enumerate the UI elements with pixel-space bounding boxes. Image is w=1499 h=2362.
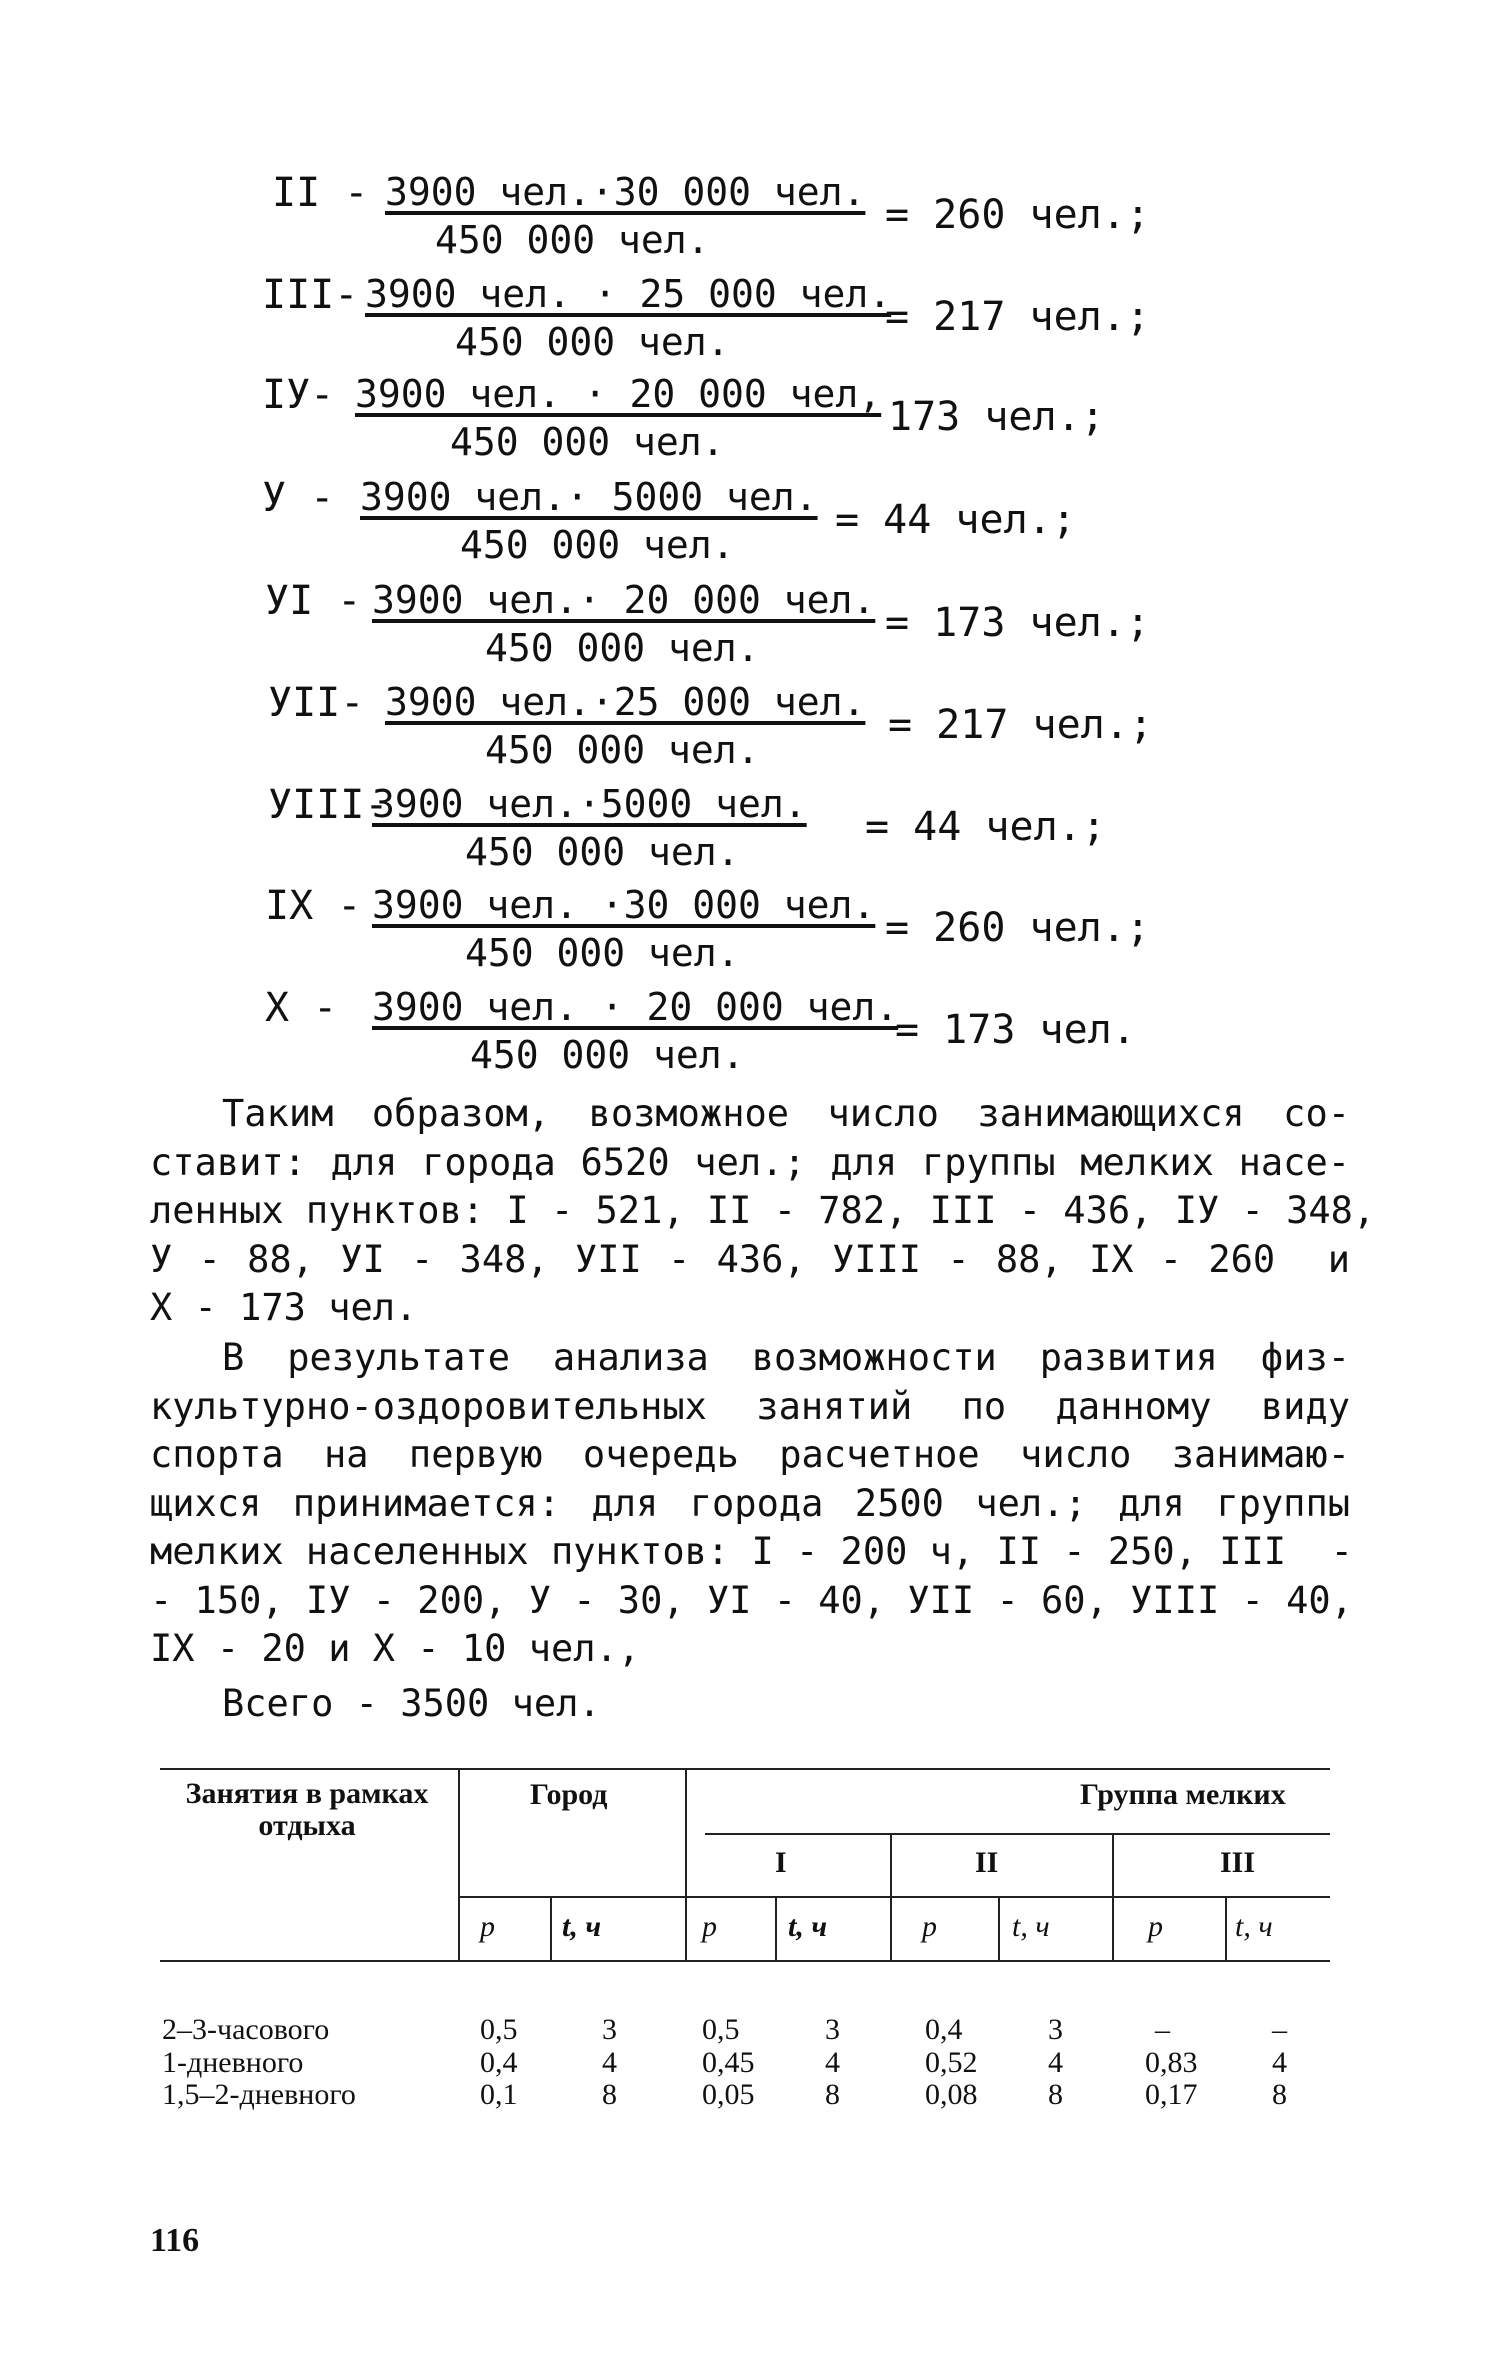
text-line: культурно-оздоровительных занятий по данному виду	[150, 1384, 1350, 1428]
table-rule-header-bottom	[160, 1960, 1330, 1962]
text-line: ставит: для города 6520 чел.; для группы мелких насе-	[150, 1140, 1350, 1184]
cell-city-p: 0,4	[480, 2046, 518, 2079]
table-vrule	[458, 1768, 460, 1960]
page-number: 116	[150, 2222, 200, 2259]
text-line: X - 173 чел.	[150, 1286, 418, 1329]
equation-denominator: 450 000 чел.	[465, 830, 740, 874]
equation	[0, 372, 1499, 472]
equation	[0, 272, 1499, 372]
table-vrule	[1112, 1833, 1114, 1960]
cell-city-t: 3	[602, 2013, 617, 2046]
equation-result: = 260 чел.;	[885, 192, 1150, 238]
paragraph-2	[150, 1334, 1353, 1674]
header-subgroup-2: II	[975, 1846, 999, 1879]
equation-label: II -	[272, 170, 369, 216]
cell-g1-t: 4	[825, 2046, 840, 2079]
equation-result: = 44 чел.;	[865, 804, 1106, 850]
equation-label: IX -	[265, 883, 362, 929]
equation-result: 173 чел.;	[888, 394, 1105, 440]
cell-g2-p: 0,4	[925, 2013, 963, 2046]
header-p: p	[480, 1910, 495, 1943]
cell-g3-p: –	[1155, 2013, 1170, 2046]
cell-g3-p: 0,17	[1145, 2078, 1198, 2111]
row-name: 1,5–2-дневного	[162, 2078, 356, 2111]
equation-numerator: 3900 чел.·25 000 чел.	[385, 680, 866, 724]
text-line: В результате анализа возможности развития физ-	[222, 1336, 1350, 1379]
data-table	[150, 1768, 1330, 2138]
equation-numerator: 3900 чел. · 25 000 чел.	[365, 272, 892, 316]
cell-city-t: 4	[602, 2046, 617, 2079]
header-t: t, ч	[788, 1910, 828, 1943]
row-name: 2–3-часового	[162, 2013, 330, 2046]
cell-city-p: 0,1	[480, 2078, 518, 2111]
equation-numerator: 3900 чел. · 20 000 чел,	[355, 372, 882, 416]
text-line: У - 88, УI - 348, УII - 436, УIII - 88, IX - 260 и	[150, 1237, 1350, 1281]
equation-result: = 217 чел.;	[888, 702, 1153, 748]
cell-g2-p: 0,52	[925, 2046, 978, 2079]
equation-numerator: 3900 чел.·30 000 чел.	[385, 170, 866, 214]
header-activity: Занятия в рамках отдыха	[185, 1777, 429, 1842]
equation-result: = 173 чел.	[895, 1007, 1136, 1053]
equation-numerator: 3900 чел.· 20 000 чел.	[372, 578, 876, 622]
text-line: Всего - 3500 чел.	[222, 1682, 601, 1725]
cell-g2-t: 3	[1048, 2013, 1063, 2046]
equation-denominator: 450 000 чел.	[435, 218, 710, 262]
equation-label: УIII-	[268, 782, 389, 828]
equation	[0, 475, 1499, 575]
table-rule-sub2	[460, 1896, 1330, 1898]
cell-g3-t: 4	[1272, 2046, 1287, 2079]
text-line: - 150, IУ - 200, У - 30, УI - 40, УII - 60, УIII - 40,	[150, 1578, 1353, 1622]
equation-result: = 217 чел.;	[885, 294, 1150, 340]
header-t: t, ч	[1235, 1910, 1273, 1943]
cell-g1-p: 0,05	[702, 2078, 755, 2111]
header-subgroup-3: III	[1220, 1846, 1256, 1879]
cell-g3-t: –	[1272, 2013, 1287, 2046]
cell-g1-t: 3	[825, 2013, 840, 2046]
equation-numerator: 3900 чел.· 5000 чел.	[360, 475, 818, 519]
equation-numerator: 3900 чел. · 20 000 чел.	[372, 985, 899, 1029]
equation-denominator: 450 000 чел.	[455, 320, 730, 364]
total-line	[150, 1680, 1350, 1729]
cell-g2-p: 0,08	[925, 2078, 978, 2111]
header-t: t, ч	[1012, 1910, 1050, 1943]
table-rule-top	[160, 1768, 1330, 1770]
equation-result: = 173 чел.;	[885, 600, 1150, 646]
cell-g2-t: 8	[1048, 2078, 1063, 2111]
header-p: p	[1148, 1910, 1163, 1943]
equation-label: УI -	[265, 578, 362, 624]
equation-denominator: 450 000 чел.	[485, 728, 760, 772]
cell-g1-p: 0,45	[702, 2046, 755, 2079]
equation-denominator: 450 000 чел.	[460, 523, 735, 567]
header-p: p	[702, 1910, 717, 1943]
equation-label: УII-	[268, 680, 365, 726]
header-group: Группа мелких	[1080, 1778, 1286, 1811]
equation-result: = 260 чел.;	[885, 905, 1150, 951]
cell-g3-t: 8	[1272, 2078, 1287, 2111]
table-vrule	[890, 1833, 892, 1960]
equation-label: X -	[265, 985, 338, 1031]
equation-label: IУ-	[262, 372, 335, 418]
equation-numerator: 3900 чел. ·30 000 чел.	[372, 883, 876, 927]
cell-city-t: 8	[602, 2078, 617, 2111]
text-line: ленных пунктов: I - 521, II - 782, III - 436, IУ - 348,	[150, 1189, 1376, 1232]
equation	[0, 883, 1499, 983]
equation	[0, 680, 1499, 780]
text-line: щихся принимается: для города 2500 чел.; для группы	[150, 1481, 1350, 1525]
row-name: 1-дневного	[162, 2046, 304, 2079]
equation	[0, 578, 1499, 678]
equation-result: = 44 чел.;	[835, 497, 1076, 543]
cell-g1-t: 8	[825, 2078, 840, 2111]
header-city: Город	[530, 1778, 608, 1811]
equation-label: У -	[262, 475, 335, 521]
equation-denominator: 450 000 чел.	[465, 931, 740, 975]
equation-denominator: 450 000 чел.	[450, 420, 725, 464]
text-line: мелких населенных пунктов: I - 200 ч, II - 250, III -	[150, 1530, 1353, 1573]
table-vrule	[775, 1896, 777, 1960]
equation-numerator: 3900 чел.·5000 чел.	[372, 782, 807, 826]
equation-label: III-	[262, 272, 359, 318]
table-vrule	[1225, 1896, 1227, 1960]
table-vrule	[998, 1896, 1000, 1960]
cell-g1-p: 0,5	[702, 2013, 740, 2046]
table-vrule	[550, 1896, 552, 1960]
equation	[0, 985, 1499, 1085]
cell-city-p: 0,5	[480, 2013, 518, 2046]
equation	[0, 170, 1499, 270]
paragraph-1	[150, 1090, 1376, 1333]
equation	[0, 782, 1499, 882]
equation-denominator: 450 000 чел.	[470, 1033, 745, 1077]
text-line: спорта на первую очередь расчетное число занимаю-	[150, 1433, 1350, 1476]
table-vrule	[685, 1768, 687, 1960]
header-subgroup-1: I	[775, 1846, 787, 1879]
table-rule-sub1	[705, 1833, 1330, 1835]
cell-g2-t: 4	[1048, 2046, 1063, 2079]
equation-denominator: 450 000 чел.	[485, 626, 760, 670]
text-line: Таким образом, возможное число занимающихся со-	[222, 1092, 1350, 1135]
cell-g3-p: 0,83	[1145, 2046, 1198, 2079]
header-t: t, ч	[562, 1910, 602, 1943]
header-p: p	[922, 1910, 937, 1943]
text-line: IX - 20 и X - 10 чел.,	[150, 1627, 641, 1670]
